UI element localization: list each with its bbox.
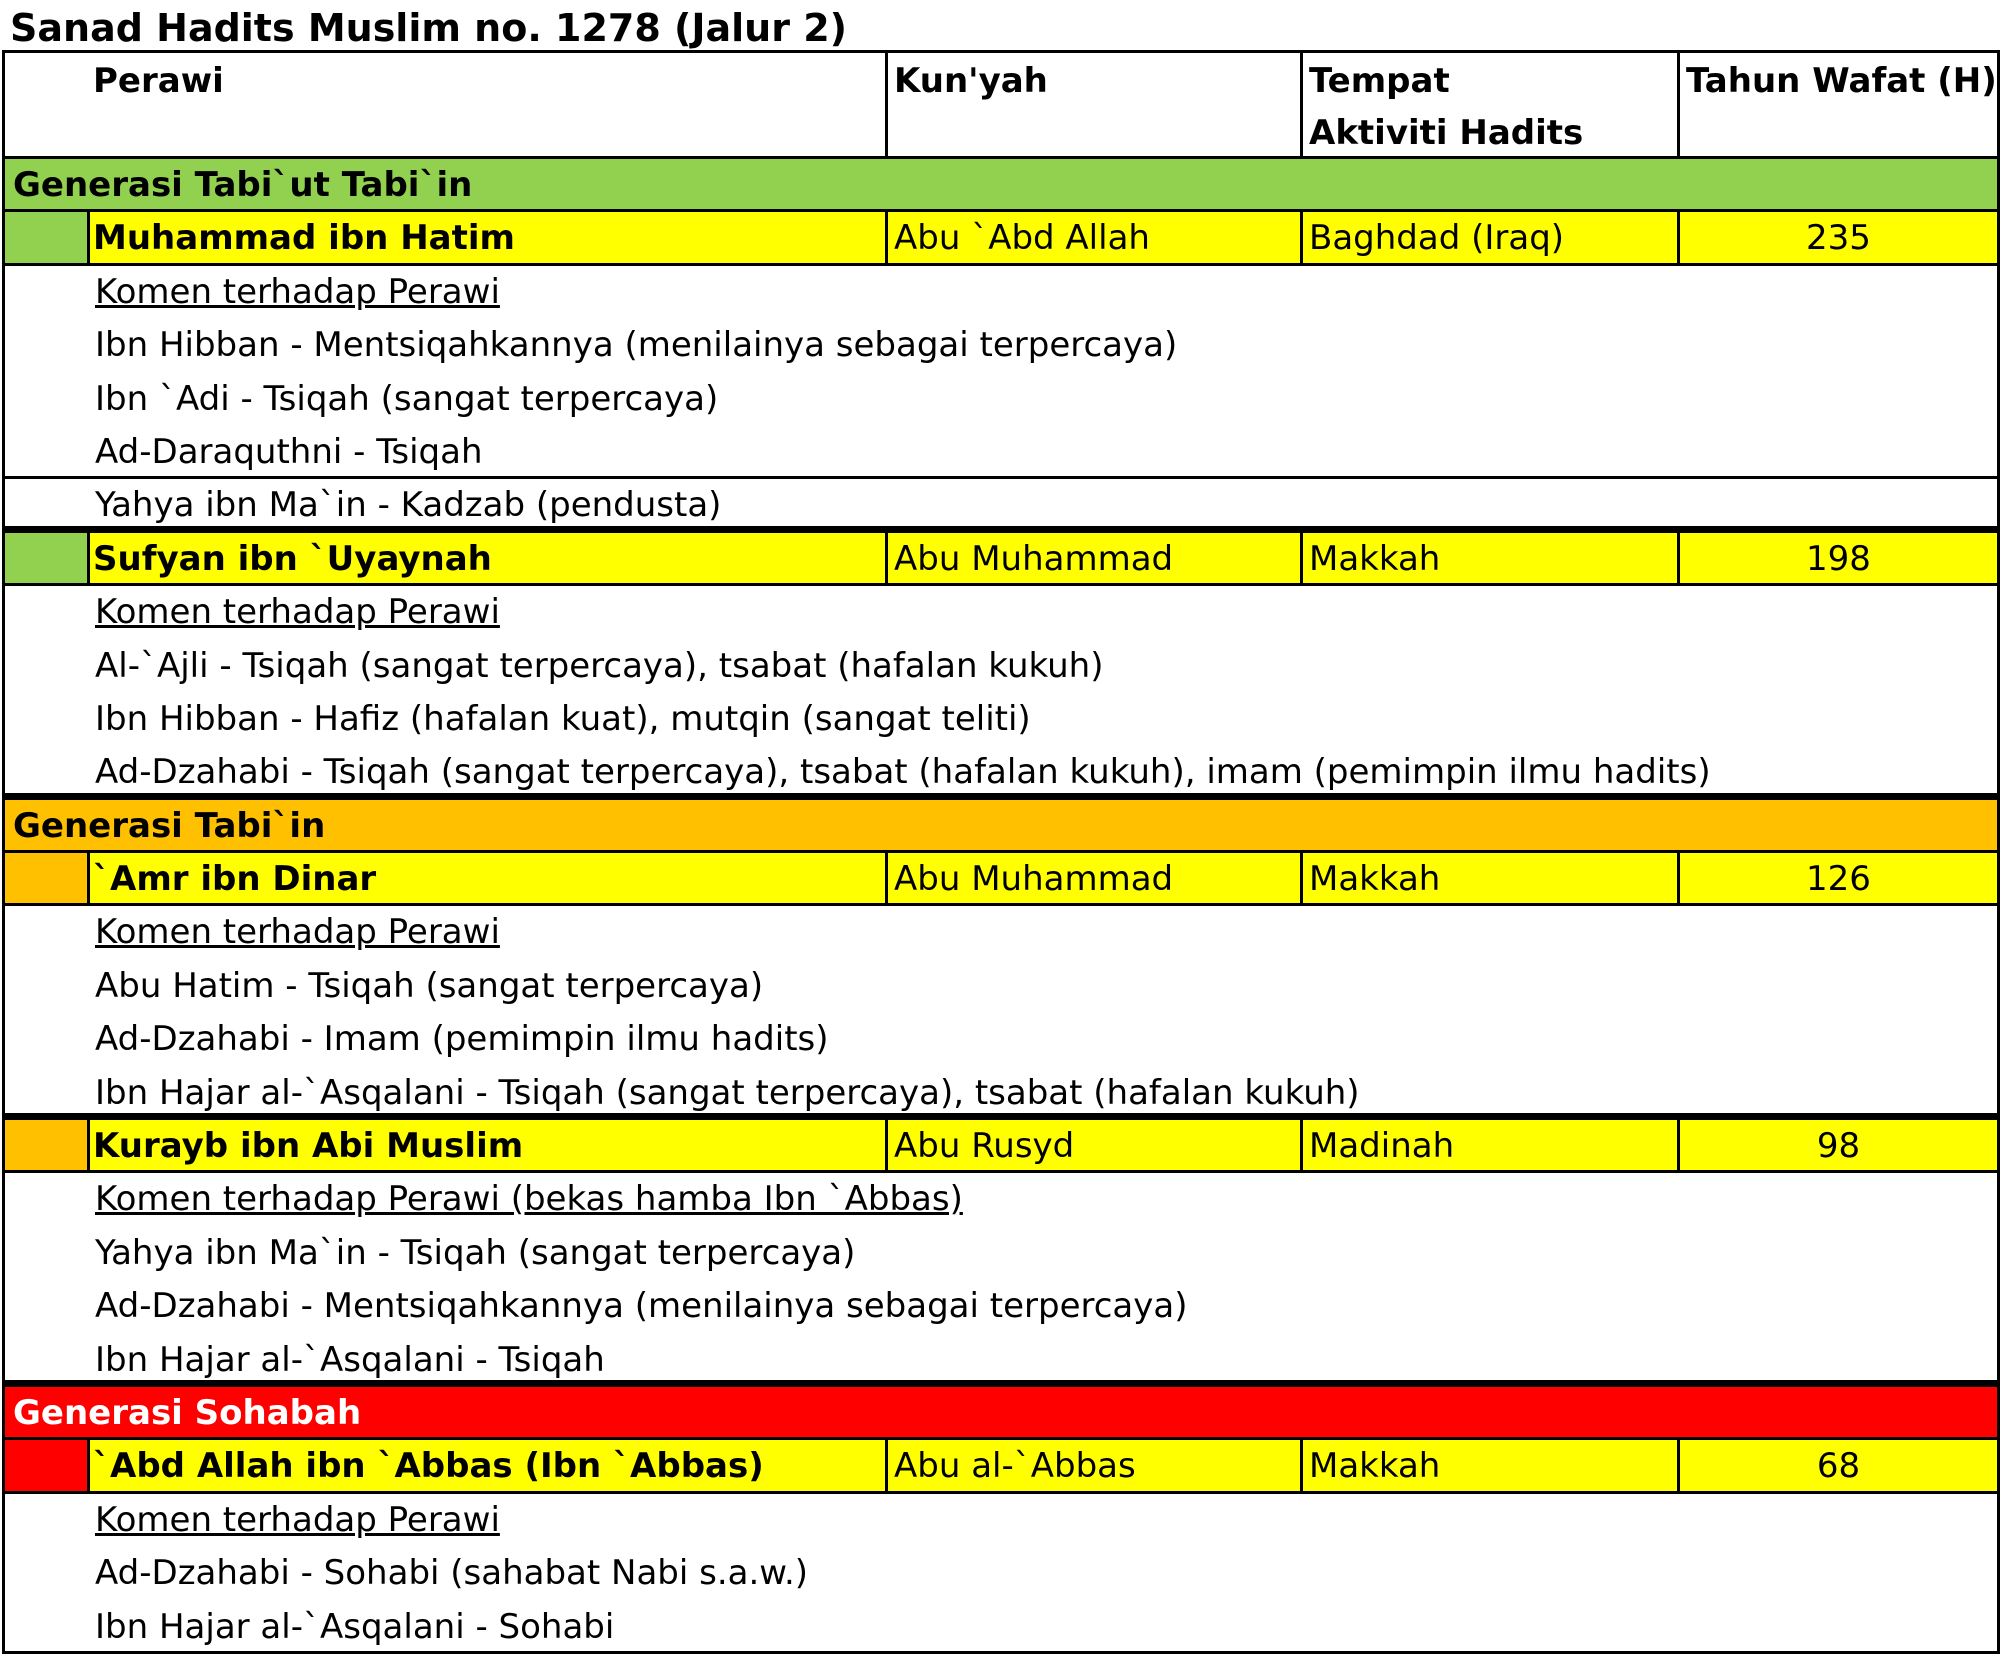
comment-header: Komen terhadap Perawi — [95, 1499, 500, 1540]
comment-row[interactable]: Ibn Hibban - Hafiz (hafalan kuat), mutqin (sangat teliti) — [5, 693, 1997, 746]
narrator-death-year: 235 — [1677, 212, 1997, 262]
comment-header-row[interactable] — [5, 266, 1997, 319]
narrator-name: Muhammad ibn Hatim — [93, 218, 515, 259]
header-tahun-wafat[interactable]: Tahun Wafat (H) — [1677, 53, 1997, 156]
comment-row[interactable]: Ad-Daraquthni - Tsiqah — [5, 426, 1997, 479]
generation-marker — [5, 1440, 90, 1490]
generation-marker — [5, 212, 90, 262]
generation-row-tabiut-tabiin[interactable]: Generasi Tabi`ut Tabi`in — [5, 159, 1997, 212]
narrator-death-year: 68 — [1677, 1440, 1997, 1490]
comment-row[interactable]: Ibn Hajar al-`Asqalani - Tsiqah — [5, 1334, 1997, 1387]
narrator-place: Makkah — [1300, 533, 1677, 583]
narrator-name: Kurayb ibn Abi Muslim — [93, 1126, 524, 1167]
sanad-table — [2, 50, 2000, 1654]
generation-row-tabiin[interactable]: Generasi Tabi`in — [5, 800, 1997, 853]
narrator-kunyah: Abu Rusyd — [885, 1120, 1300, 1170]
narrator-name: Sufyan ibn `Uyaynah — [93, 538, 492, 579]
comment-row[interactable]: Al-`Ajli - Tsiqah (sangat terpercaya), tsabat (hafalan kukuh) — [5, 640, 1997, 693]
narrator-row[interactable] — [5, 1440, 1997, 1493]
comment-header-row[interactable] — [5, 586, 1997, 639]
comment-header: Komen terhadap Perawi — [95, 912, 500, 953]
comment-row[interactable]: Ad-Dzahabi - Sohabi (sahabat Nabi s.a.w.) — [5, 1547, 1997, 1600]
narrator-name: `Amr ibn Dinar — [93, 859, 377, 900]
comment-header: Komen terhadap Perawi — [95, 271, 500, 312]
comment-row[interactable]: Abu Hatim - Tsiqah (sangat terpercaya) — [5, 960, 1997, 1013]
narrator-kunyah: Abu al-`Abbas — [885, 1440, 1300, 1490]
narrator-death-year: 98 — [1677, 1120, 1997, 1170]
comment-row[interactable]: Ad-Dzahabi - Mentsiqahkannya (menilainya sebagai terpercaya) — [5, 1280, 1997, 1333]
comment-row[interactable]: Ad-Dzahabi - Imam (pemimpin ilmu hadits) — [5, 1013, 1997, 1066]
header-kunyah[interactable]: Kun'yah — [885, 53, 1300, 156]
narrator-kunyah: Abu Muhammad — [885, 853, 1300, 903]
narrator-row[interactable] — [5, 1120, 1997, 1173]
narrator-place: Makkah — [1300, 853, 1677, 903]
table-header-row — [5, 53, 1997, 159]
narrator-kunyah: Abu Muhammad — [885, 533, 1300, 583]
narrator-row[interactable] — [5, 853, 1997, 906]
narrator-place: Baghdad (Iraq) — [1300, 212, 1677, 262]
comment-header-row[interactable] — [5, 1494, 1997, 1547]
narrator-place: Makkah — [1300, 1440, 1677, 1490]
generation-marker — [5, 1120, 90, 1170]
comment-header-row[interactable] — [5, 1173, 1997, 1226]
narrator-kunyah: Abu `Abd Allah — [885, 212, 1300, 262]
header-tempat-line1: Tempat — [1309, 61, 1450, 101]
comment-row[interactable]: Ibn Hajar al-`Asqalani - Sohabi — [5, 1601, 1997, 1654]
comment-row[interactable]: Ibn Hibban - Mentsiqahkannya (menilainya sebagai terpercaya) — [5, 319, 1997, 372]
header-tempat[interactable] — [1300, 53, 1677, 156]
header-perawi[interactable]: Perawi — [93, 61, 224, 101]
comment-row[interactable]: Ad-Dzahabi - Tsiqah (sangat terpercaya), tsabat (hafalan kukuh), imam (pemimpin ilmu hadits) — [5, 746, 1997, 799]
sheet-title: Sanad Hadits Muslim no. 1278 (Jalur 2) — [10, 6, 848, 50]
narrator-death-year: 126 — [1677, 853, 1997, 903]
comment-header: Komen terhadap Perawi (bekas hamba Ibn `Abbas) — [95, 1179, 963, 1220]
comment-row[interactable]: Yahya ibn Ma`in - Kadzab (pendusta) — [5, 479, 1997, 532]
generation-row-sohabah[interactable]: Generasi Sohabah — [5, 1387, 1997, 1440]
narrator-death-year: 198 — [1677, 533, 1997, 583]
comment-row[interactable]: Yahya ibn Ma`in - Tsiqah (sangat terpercaya) — [5, 1227, 1997, 1280]
generation-marker — [5, 533, 90, 583]
generation-marker — [5, 853, 90, 903]
header-tempat-line2: Aktiviti Hadits — [1309, 113, 1584, 153]
comment-header-row[interactable] — [5, 906, 1997, 959]
comment-row[interactable]: Ibn Hajar al-`Asqalani - Tsiqah (sangat terpercaya), tsabat (hafalan kukuh) — [5, 1067, 1997, 1120]
narrator-name: `Abd Allah ibn `Abbas (Ibn `Abbas) — [93, 1446, 764, 1487]
narrator-row[interactable] — [5, 212, 1997, 265]
narrator-row[interactable] — [5, 533, 1997, 586]
comment-row[interactable]: Ibn `Adi - Tsiqah (sangat terpercaya) — [5, 373, 1997, 426]
comment-header: Komen terhadap Perawi — [95, 592, 500, 633]
narrator-place: Madinah — [1300, 1120, 1677, 1170]
